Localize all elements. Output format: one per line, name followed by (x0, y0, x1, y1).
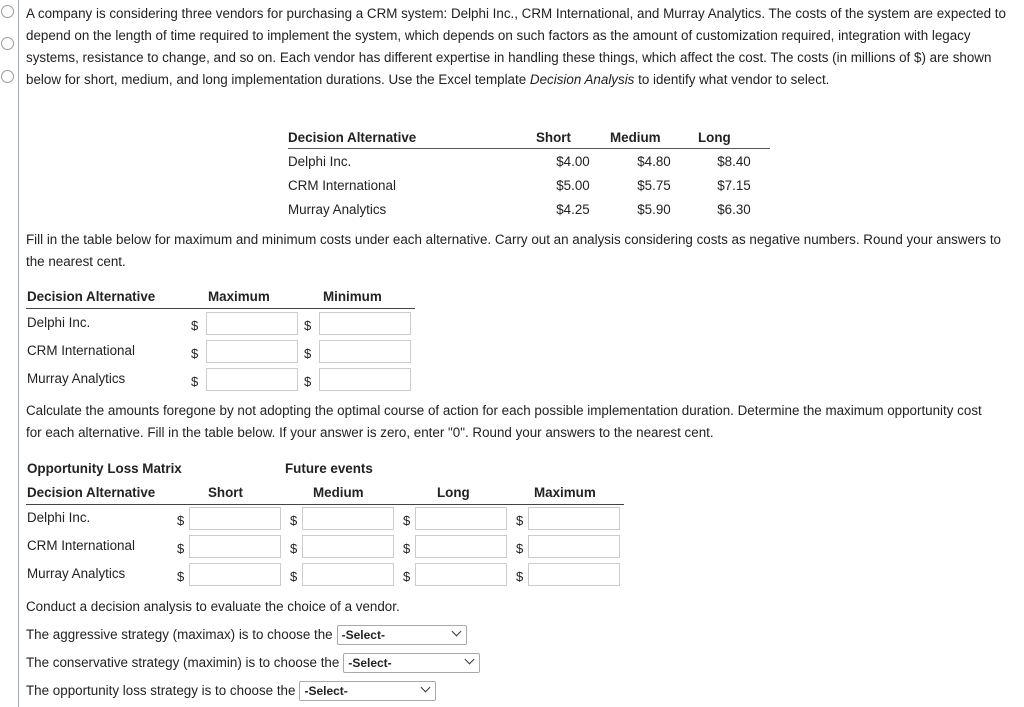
opp-header-alternative: Decision Alternative (27, 485, 156, 500)
currency-symbol: $ (290, 569, 298, 584)
strategy-opportunity-loss (26, 680, 436, 702)
cost-row-name: Murray Analytics (288, 201, 387, 217)
opp-medium-input[interactable] (302, 535, 394, 558)
opp-long-input[interactable] (415, 563, 507, 586)
cost-short: $4.25 (556, 201, 590, 217)
minmax-header-rule (26, 308, 415, 309)
minmax-header-maximum: Maximum (208, 289, 270, 304)
minmax-row-name: Murray Analytics (27, 371, 126, 386)
opp-maximum-input[interactable] (528, 563, 620, 586)
currency-symbol: $ (191, 374, 199, 389)
cost-row (288, 197, 770, 221)
opp-header-rule (26, 504, 624, 505)
decision-intro: Conduct a decision analysis to evaluate the choice of a vendor. (26, 599, 400, 614)
currency-symbol: $ (290, 541, 298, 556)
currency-symbol: $ (516, 513, 524, 528)
strategy-maximax (26, 624, 467, 646)
opp-long-input[interactable] (415, 535, 507, 558)
currency-symbol: $ (177, 569, 185, 584)
currency-symbol: $ (516, 569, 524, 584)
cost-row-name: CRM International (288, 177, 396, 193)
opportunity-loss-select[interactable] (299, 681, 436, 701)
opp-short-input[interactable] (189, 507, 281, 530)
chevron-down-icon (465, 655, 475, 665)
opp-row-name: Delphi Inc. (27, 510, 91, 525)
cost-row (288, 149, 770, 174)
currency-symbol: $ (304, 346, 312, 361)
currency-symbol: $ (403, 569, 411, 584)
chevron-down-icon (421, 683, 431, 693)
opp-short-input[interactable] (189, 563, 281, 586)
radio-option-1[interactable] (1, 5, 14, 18)
opp-row-name: CRM International (27, 538, 135, 553)
max-input[interactable] (206, 368, 298, 391)
strategy-text: The aggressive strategy (maximax) is to choose the (26, 627, 333, 642)
opp-table-title: Opportunity Loss Matrix (27, 461, 182, 476)
opp-header-short: Short (208, 485, 243, 500)
opp-short-input[interactable] (189, 535, 281, 558)
currency-symbol: $ (516, 541, 524, 556)
cost-row-name: Delphi Inc. (288, 153, 352, 169)
cost-header-medium: Medium (610, 126, 698, 149)
opp-group-header: Future events (285, 461, 373, 476)
cost-header-short: Short (536, 126, 610, 149)
opp-header-medium: Medium (313, 485, 364, 500)
opportunity-instructions: Calculate the amounts foregone by not adopting the optimal course of action for each possible implementation duration. Determine the maximum opportunity cost for each alternative. Fill in the table below. If your answer is zero, enter "0". Round your answers to the nearest cent. (26, 403, 982, 440)
cost-header-long: Long (698, 126, 770, 149)
intro-text: A company is considering three vendors for purchasing a CRM system: Delphi Inc., CRM International, and Murray Analytics. The costs of the system are expected to depend on the length of time required to implement the system, which depends on such factors as the amount of customization required, integration with legacy systems, resistance to change, and so on. Each vendor has different expertise in handling these things, which affect the cost. The costs (in millions of $) are shown below for short, medium, and long implementation durations. Use the Excel template (26, 6, 1006, 87)
min-input[interactable] (319, 340, 411, 363)
min-input[interactable] (319, 312, 411, 335)
currency-symbol: $ (177, 541, 185, 556)
opp-medium-input[interactable] (302, 563, 394, 586)
select-value: -Select- (304, 684, 348, 699)
intro-tail: to identify what vendor to select. (638, 72, 830, 87)
currency-symbol: $ (177, 513, 185, 528)
currency-symbol: $ (191, 318, 199, 333)
maximax-select[interactable] (337, 625, 467, 645)
opp-row-name: Murray Analytics (27, 566, 126, 581)
minmax-header-alternative: Decision Alternative (27, 289, 156, 304)
cost-short: $5.00 (556, 177, 590, 193)
template-name: Decision Analysis (529, 72, 635, 87)
max-input[interactable] (206, 340, 298, 363)
currency-symbol: $ (290, 513, 298, 528)
cost-medium: $5.90 (637, 201, 671, 217)
opp-header-long: Long (437, 485, 470, 500)
cost-row (288, 173, 770, 197)
answer-option-rail (0, 0, 19, 707)
chevron-down-icon (451, 627, 461, 637)
minmax-header-minimum: Minimum (323, 289, 382, 304)
left-divider (18, 0, 19, 707)
currency-symbol: $ (403, 513, 411, 528)
currency-symbol: $ (403, 541, 411, 556)
maximin-select[interactable] (343, 653, 480, 673)
select-value: -Select- (341, 628, 385, 643)
min-input[interactable] (319, 368, 411, 391)
opp-maximum-input[interactable] (528, 507, 620, 530)
cost-short: $4.00 (556, 153, 590, 169)
strategy-text: The opportunity loss strategy is to choose the (26, 683, 296, 698)
cost-medium: $5.75 (637, 177, 671, 193)
select-value: -Select- (348, 656, 392, 671)
strategy-maximin (26, 652, 480, 674)
currency-symbol: $ (304, 374, 312, 389)
currency-symbol: $ (191, 346, 199, 361)
intro-paragraph (26, 3, 1006, 91)
cost-medium: $4.80 (637, 153, 671, 169)
radio-option-3[interactable] (1, 70, 14, 83)
opp-long-input[interactable] (415, 507, 507, 530)
minmax-instructions: Fill in the table below for maximum and minimum costs under each alternative. Carry out an analysis considering costs as negative numbers. Round your answers to the nearest cent. (26, 232, 1001, 269)
radio-option-2[interactable] (1, 37, 14, 50)
cost-long: $8.40 (717, 153, 751, 169)
opp-header-maximum: Maximum (534, 485, 596, 500)
opp-medium-input[interactable] (302, 507, 394, 530)
cost-table (288, 126, 770, 221)
currency-symbol: $ (304, 318, 312, 333)
cost-header-alternative: Decision Alternative (288, 126, 536, 149)
cost-long: $7.15 (717, 177, 751, 193)
opp-maximum-input[interactable] (528, 535, 620, 558)
max-input[interactable] (206, 312, 298, 335)
strategy-text: The conservative strategy (maximin) is to choose the (26, 655, 340, 670)
cost-long: $6.30 (717, 201, 751, 217)
minmax-row-name: Delphi Inc. (27, 315, 91, 330)
minmax-row-name: CRM International (27, 343, 135, 358)
